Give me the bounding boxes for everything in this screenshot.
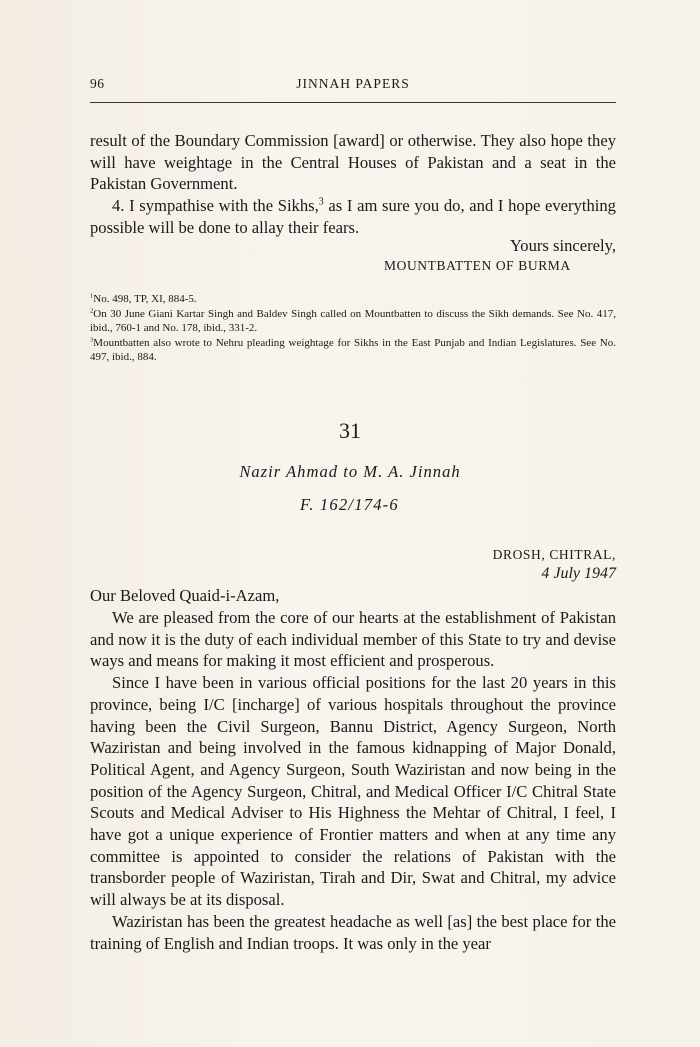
paragraph-4-text-a: 4. I sympathise with the Sikhs,: [112, 196, 319, 216]
footnote-1: [90, 292, 616, 307]
previous-letter-body: [90, 130, 616, 239]
letter-date: 4 July 1947: [541, 565, 616, 582]
salutation: Our Beloved Quaid-i-Azam,: [90, 586, 280, 605]
footnote-1-text: No. 498, TP, XI, 884-5.: [93, 293, 197, 305]
footnote-ref-3: 3: [318, 196, 324, 208]
footnote-2-num: 2: [90, 306, 94, 314]
bleed-through: · · ·: [250, 248, 270, 263]
document-reference: F. 162/174-6: [300, 495, 399, 514]
paragraph-continued: result of the Boundary Commission [award] or otherwise. They also hope they will have weightage in the Central Houses of Pakistan and a seat in the Pakistan Government.: [90, 131, 616, 194]
paragraph-4: [90, 195, 616, 238]
footnote-2-text: On 30 June Giani Kartar Singh and Baldev Singh called on Mountbatten to discuss the Sikh demands. See No. 417, ibid., 760-1 and No. 178, ibid., 331-2.: [90, 307, 616, 334]
running-header: [90, 76, 616, 98]
footnote-3-text: Mountbatten also wrote to Nehru pleading weightage for Sikhs in the East Punjab and Indian Legislatures. See No. 497, ibid., 884.: [90, 336, 616, 363]
paragraph-4-text-b: as I am sure you do, and I hope everything possible will be done to allay their fears.: [90, 196, 616, 237]
footnote-1-num: 1: [90, 292, 94, 300]
document-number: 31: [339, 418, 361, 443]
letter-paragraph-1: We are pleased from the core of our hearts at the establishment of Pakistan and now it is the duty of each individual member of this State to try and devise ways and means for making it most efficient and prosperous.: [90, 608, 616, 671]
footnote-3: [90, 336, 616, 365]
footnotes: [90, 292, 616, 365]
footnote-2: [90, 307, 616, 336]
signature: MOUNTBATTEN OF BURMA: [384, 258, 571, 273]
footnote-3-num: 3: [90, 335, 94, 343]
letter-paragraph-2: Since I have been in various official positions for the last 20 years in this province, being I/C [incharge] of various hospitals throughout the province having been the Civil Surgeon, Bannu District, Agency Surgeon, North Waziristan and being involved in the famous kidnapping of Major Donald, Political Agent, and Agency Surgeon, South Waziristan and now being in the position of the Agency Surgeon, Chitral, and Medical Officer I/C Chitral State Scouts and Medical Adviser to His Highness the Mehtar of Chitral, I feel, I have got a unique experience of Frontier matters and when at any time any committee is appointed to consider the relations of Pakistan with the transborder people of Waziristan, Tirah and Dir, Swat and Chitral, my advice will always be at its disposal.: [90, 673, 616, 910]
letter-body: [90, 607, 616, 954]
letter-paragraph-3: Waziristan has been the greatest headache as well [as] the best place for the training of English and Indian troops. It was only in the year: [90, 911, 616, 953]
document-title: Nazir Ahmad to M. A. Jinnah: [239, 462, 461, 481]
running-title: JINNAH PAPERS: [296, 76, 410, 91]
closing: Yours sincerely,: [509, 236, 616, 255]
letter-place: DROSH, CHITRAL,: [492, 547, 616, 562]
page-number: 96: [90, 76, 105, 91]
header-rule: [90, 102, 616, 103]
